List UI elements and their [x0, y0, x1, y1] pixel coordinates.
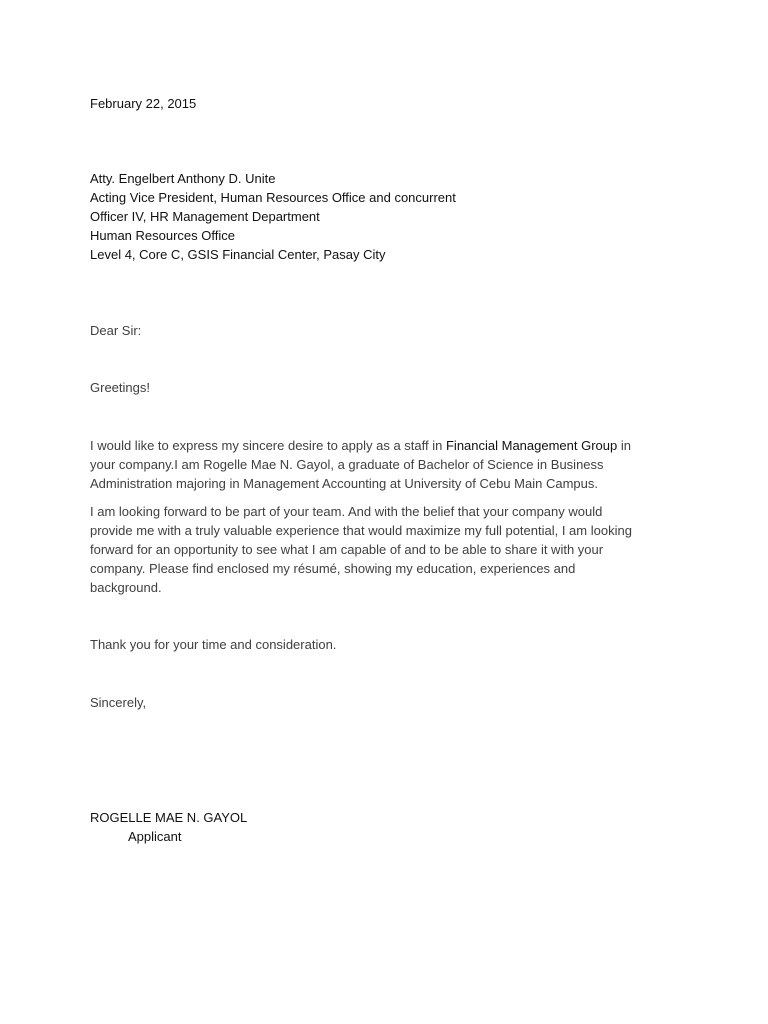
recipient-title-line2: Officer IV, HR Management Department	[90, 209, 320, 224]
paragraph-motivation-line5: background.	[90, 580, 162, 595]
signatory-role: Applicant	[128, 829, 182, 844]
recipient-office: Human Resources Office	[90, 228, 235, 243]
closing	[90, 693, 146, 712]
salutation-text: Dear Sir:	[90, 323, 142, 338]
recipient-address-block	[90, 169, 456, 264]
paragraph-intro-line1-start: I would like to express my sincere desire to apply as a staff in	[90, 438, 446, 453]
greeting-text: Greetings!	[90, 380, 150, 395]
letter-date	[90, 94, 196, 113]
paragraph-motivation-line1: I am looking forward to be part of your team. And with the belief that your company would	[90, 504, 603, 519]
date-text: February 22, 2015	[90, 96, 197, 111]
paragraph-motivation-line2: provide me with a truly valuable experience that would maximize my full potential, I am looking	[90, 523, 632, 538]
paragraph-intro	[90, 436, 631, 493]
position-group-name: Financial Management Group	[445, 438, 618, 453]
recipient-address: Level 4, Core C, GSIS Financial Center, Pasay City	[90, 247, 386, 262]
signature-block	[90, 808, 247, 846]
signatory-name: ROGELLE MAE N. GAYOL	[90, 810, 248, 825]
paragraph-intro-line1-end: in	[617, 438, 631, 453]
salutation	[90, 321, 141, 340]
thanks-text: Thank you for your time and consideration.	[90, 637, 337, 652]
paragraph-motivation	[90, 502, 632, 597]
paragraph-intro-line2: your company.I am Rogelle Mae N. Gayol, a graduate of Bachelor of Science in Business	[90, 457, 604, 472]
greeting	[90, 378, 150, 397]
recipient-title-line1: Acting Vice President, Human Resources Office and concurrent	[90, 190, 456, 205]
paragraph-intro-line1	[90, 436, 631, 455]
paragraph-motivation-line3: forward for an opportunity to see what I am capable of and to be able to share it with your	[90, 542, 604, 557]
paragraph-motivation-line4: company. Please find enclosed my résumé, showing my education, experiences and	[90, 561, 576, 576]
recipient-name: Atty. Engelbert Anthony D. Unite	[90, 171, 276, 186]
paragraph-intro-line3: Administration majoring in Management Accounting at University of Cebu Main Campus.	[90, 476, 598, 491]
thanks-line	[90, 635, 336, 654]
closing-text: Sincerely,	[90, 695, 147, 710]
